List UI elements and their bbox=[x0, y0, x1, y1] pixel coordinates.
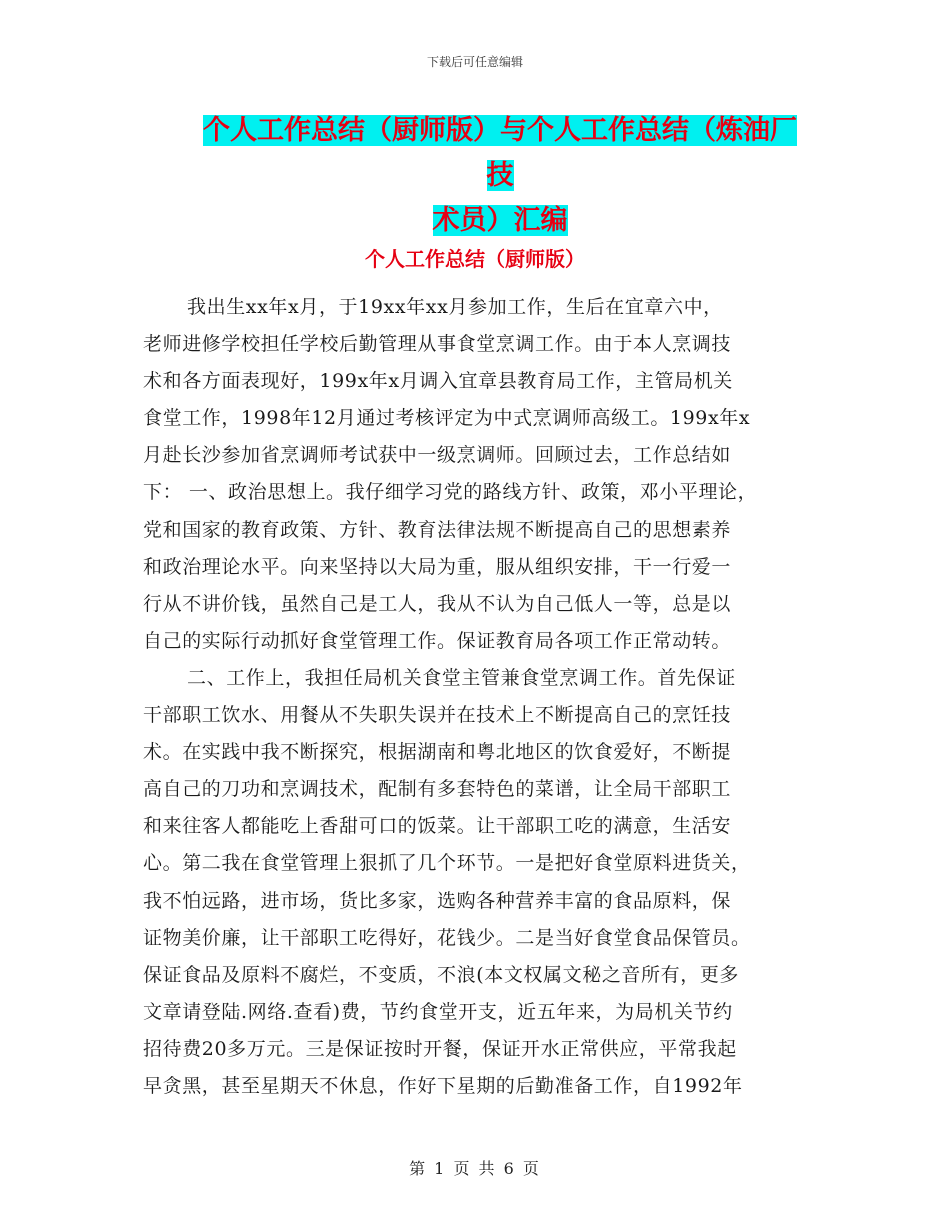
body-text bbox=[143, 289, 811, 1105]
paragraph-line: 月赴长沙参加省烹调师考试获中一级烹调师。回顾过去，工作总结如 bbox=[143, 444, 732, 467]
paragraph-line: 高自己的刀功和烹调技术，配制有多套特色的菜谱，让全局干部职工 bbox=[143, 778, 732, 801]
paragraph-line: 术和各方面表现好，199x年x月调入宜章县教育局工作，主管局机关 bbox=[143, 370, 733, 393]
paragraph-line: 自己的实际行动抓好食堂管理工作。保证教育局各项工作正常动转。 bbox=[143, 629, 732, 652]
header-note: 下载后可任意编辑 bbox=[426, 55, 523, 69]
paragraph-line: 二、工作上，我担任局机关食堂主管兼食堂烹调工作。首先保证 bbox=[187, 666, 736, 689]
paragraph-line: 文章请登陆.网络.查看)费，节约食堂开支，近五年来，为局机关节约 bbox=[143, 1000, 733, 1023]
title-line-2: 术员）汇编 bbox=[432, 205, 568, 236]
paragraph-line: 和来往客人都能吃上香甜可口的饭菜。让干部职工吃的满意，生活安 bbox=[143, 815, 732, 838]
document-title bbox=[190, 108, 810, 243]
paragraph-line: 干部职工饮水、用餐从不失职失误并在技术上不断提高自己的烹饪技 bbox=[143, 704, 732, 727]
paragraph-line: 我出生xx年x月，于19xx年xx月参加工作，生后在宜章六中， bbox=[187, 296, 723, 318]
title-line-1: 个人工作总结（厨师版）与个人工作总结（炼油厂技 bbox=[203, 115, 797, 191]
paragraph-line: 党和国家的教育政策、方针、教育法律法规不断提高自己的思想素养 bbox=[143, 518, 732, 541]
paragraph-line: 证物美价廉，让干部职工吃得好，花钱少。二是当好食堂食品保管员。 bbox=[143, 926, 751, 949]
paragraph-line: 早贪黑，甚至星期天不休息，作好下星期的后勤准备工作，自1992年 bbox=[143, 1074, 743, 1097]
paragraph-line: 老师进修学校担任学校后勤管理从事食堂烹调工作。由于本人烹调技 bbox=[143, 333, 732, 356]
paragraph-line: 和政治理论水平。向来坚持以大局为重，服从组织安排，干一行爱一 bbox=[143, 555, 732, 578]
paragraph-line: 招待费20多万元。三是保证按时开餐，保证开水正常供应，平常我起 bbox=[143, 1037, 737, 1060]
paragraph-line: 行从不讲价钱，虽然自己是工人，我从不认为自己低人一等，总是以 bbox=[143, 592, 732, 615]
paragraph-line: 下： 一、政治思想上。我仔细学习党的路线方针、政策，邓小平理论， bbox=[143, 481, 758, 504]
paragraph-line: 我不怕远路，进市场，货比多家，选购各种营养丰富的食品原料，保 bbox=[143, 889, 732, 912]
paragraph-line: 保证食品及原料不腐烂，不变质，不浪(本文权属文秘之音所有，更多 bbox=[143, 963, 740, 986]
section-title: 个人工作总结（厨师版） bbox=[365, 247, 585, 271]
paragraph-line: 食堂工作，1998年12月通过考核评定为中式烹调师高级工。199x年x bbox=[143, 407, 751, 430]
paragraph-line: 术。在实践中我不断探究，根据湖南和粤北地区的饮食爱好，不断提 bbox=[143, 741, 732, 764]
paragraph-line: 心。第二我在食堂管理上狠抓了几个环节。一是把好食堂原料进货关， bbox=[143, 852, 751, 875]
page-footer: 第 1 页 共 6 页 bbox=[409, 1159, 541, 1178]
